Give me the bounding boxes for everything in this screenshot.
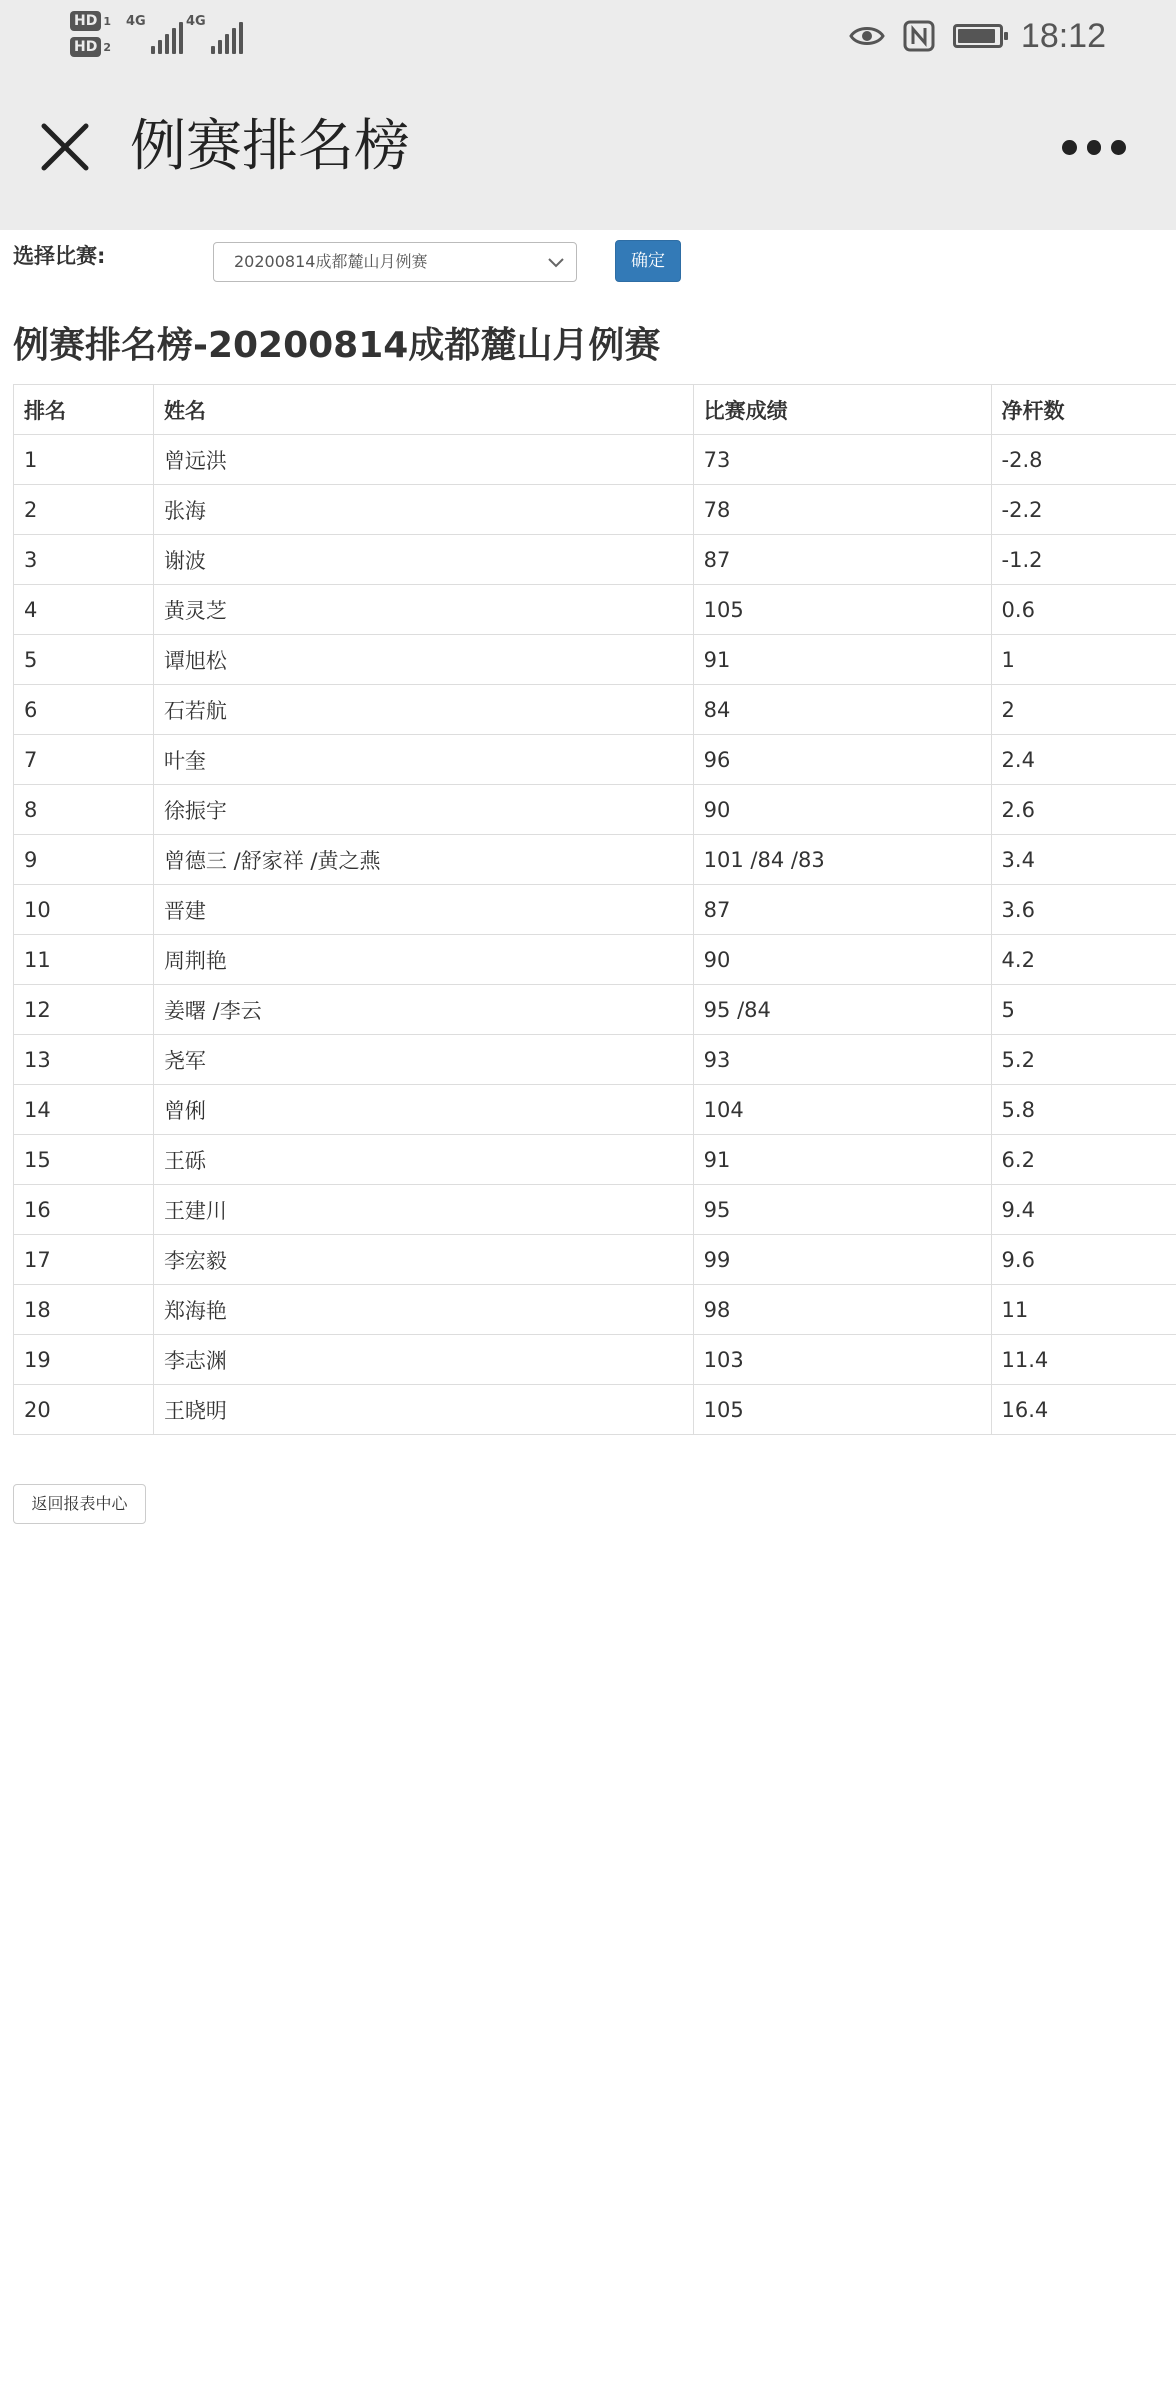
cell-rank: 15 <box>14 1135 154 1185</box>
table-body <box>14 435 1176 1435</box>
cell-rank: 1 <box>14 435 154 485</box>
cell-net: 11.4 <box>991 1335 1176 1385</box>
cell-score: 78 <box>693 485 991 535</box>
cell-net: -2.8 <box>991 435 1176 485</box>
cell-score: 87 <box>693 885 991 935</box>
page-title: 例赛排名榜 <box>130 114 410 179</box>
cell-rank: 19 <box>14 1335 154 1385</box>
cell-net: -1.2 <box>991 535 1176 585</box>
cell-score: 96 <box>693 735 991 785</box>
cell-net: 2.6 <box>991 785 1176 835</box>
cell-score: 105 <box>693 585 991 635</box>
sim1-index: 1 <box>103 14 111 28</box>
header-name: 姓名 <box>153 385 693 435</box>
close-button[interactable] <box>36 118 94 176</box>
table-row <box>14 985 1176 1035</box>
cell-score: 99 <box>693 1235 991 1285</box>
cell-net: 5 <box>991 985 1176 1035</box>
cell-score: 91 <box>693 635 991 685</box>
cell-rank: 8 <box>14 785 154 835</box>
table-row <box>14 935 1176 985</box>
cell-name: 谭旭松 <box>153 635 693 685</box>
cell-net: 5.2 <box>991 1035 1176 1085</box>
cell-score: 84 <box>693 685 991 735</box>
cell-net: 2.4 <box>991 735 1176 785</box>
cell-rank: 17 <box>14 1235 154 1285</box>
table-row <box>14 635 1176 685</box>
cell-name: 曾德三 /舒家祥 /黄之燕 <box>153 835 693 885</box>
cell-score: 93 <box>693 1035 991 1085</box>
cell-name: 曾俐 <box>153 1085 693 1135</box>
cell-score: 73 <box>693 435 991 485</box>
cell-name: 叶奎 <box>153 735 693 785</box>
sim-indicators <box>70 8 120 60</box>
status-bar <box>0 0 1176 72</box>
cell-score: 95 /84 <box>693 985 991 1035</box>
table-row <box>14 885 1176 935</box>
cell-net: 4.2 <box>991 935 1176 985</box>
nfc-icon <box>903 20 935 52</box>
cell-net: 6.2 <box>991 1135 1176 1185</box>
status-icons <box>849 0 1106 72</box>
cell-score: 104 <box>693 1085 991 1135</box>
cell-net: 1 <box>991 635 1176 685</box>
cell-rank: 16 <box>14 1185 154 1235</box>
table-row <box>14 435 1176 485</box>
cell-name: 王晓明 <box>153 1385 693 1435</box>
more-button[interactable] <box>1062 132 1126 162</box>
table-row <box>14 735 1176 785</box>
table-row <box>14 835 1176 885</box>
back-to-report-center-button[interactable]: 返回报表中心 <box>13 1484 146 1524</box>
cell-rank: 7 <box>14 735 154 785</box>
table-row <box>14 1335 1176 1385</box>
cell-rank: 9 <box>14 835 154 885</box>
cell-rank: 2 <box>14 485 154 535</box>
cell-score: 101 /84 /83 <box>693 835 991 885</box>
cell-name: 李宏毅 <box>153 1235 693 1285</box>
cell-score: 103 <box>693 1335 991 1385</box>
more-dot <box>1111 140 1126 155</box>
cell-name: 王建川 <box>153 1185 693 1235</box>
cell-net: 3.4 <box>991 835 1176 885</box>
cell-name: 尧军 <box>153 1035 693 1085</box>
cell-score: 90 <box>693 935 991 985</box>
report-title: 例赛排名榜-20200814成都麓山月例赛 <box>13 325 661 366</box>
chevron-down-icon <box>546 252 566 272</box>
header-score: 比赛成绩 <box>693 385 991 435</box>
cell-name: 李志渊 <box>153 1335 693 1385</box>
table-row <box>14 535 1176 585</box>
eye-icon <box>849 24 885 48</box>
cell-rank: 20 <box>14 1385 154 1435</box>
cell-name: 张海 <box>153 485 693 535</box>
header-rank: 排名 <box>14 385 154 435</box>
cell-rank: 4 <box>14 585 154 635</box>
table-row <box>14 1135 1176 1185</box>
table-row <box>14 1185 1176 1235</box>
hd-badge-2: HD <box>70 37 101 57</box>
cell-rank: 3 <box>14 535 154 585</box>
cell-net: 9.6 <box>991 1235 1176 1285</box>
cell-name: 王砾 <box>153 1135 693 1185</box>
cell-score: 91 <box>693 1135 991 1185</box>
table-header-row <box>14 385 1176 435</box>
cell-name: 石若航 <box>153 685 693 735</box>
signal-strength-icon-2 <box>186 14 243 54</box>
cell-name: 郑海艳 <box>153 1285 693 1335</box>
cell-name: 黄灵芝 <box>153 585 693 635</box>
cell-name: 姜曙 /李云 <box>153 985 693 1035</box>
table-row <box>14 1285 1176 1335</box>
match-select-value: 20200814成都麓山月例赛 <box>234 252 428 271</box>
header-net: 净杆数 <box>991 385 1176 435</box>
title-bar <box>0 72 1176 230</box>
table-row <box>14 1085 1176 1135</box>
cell-score: 98 <box>693 1285 991 1335</box>
cell-rank: 11 <box>14 935 154 985</box>
table-row <box>14 685 1176 735</box>
sim2-index: 2 <box>103 40 111 54</box>
cell-score: 87 <box>693 535 991 585</box>
cell-net: 0.6 <box>991 585 1176 635</box>
cell-net: 16.4 <box>991 1385 1176 1435</box>
cell-net: 3.6 <box>991 885 1176 935</box>
cell-net: -2.2 <box>991 485 1176 535</box>
cell-name: 晋建 <box>153 885 693 935</box>
cell-rank: 18 <box>14 1285 154 1335</box>
cell-name: 谢波 <box>153 535 693 585</box>
cell-score: 95 <box>693 1185 991 1235</box>
cell-name: 周荆艳 <box>153 935 693 985</box>
cell-rank: 12 <box>14 985 154 1035</box>
table-row <box>14 785 1176 835</box>
cell-name: 徐振宇 <box>153 785 693 835</box>
match-select[interactable] <box>213 242 577 282</box>
cell-rank: 13 <box>14 1035 154 1085</box>
cell-rank: 14 <box>14 1085 154 1135</box>
cell-net: 2 <box>991 685 1176 735</box>
cell-score: 90 <box>693 785 991 835</box>
table-row <box>14 585 1176 635</box>
cell-rank: 5 <box>14 635 154 685</box>
table-row <box>14 1035 1176 1085</box>
cell-net: 9.4 <box>991 1185 1176 1235</box>
cell-rank: 10 <box>14 885 154 935</box>
table-row <box>14 485 1176 535</box>
confirm-button[interactable]: 确定 <box>615 240 681 282</box>
signal-strength-icon-1 <box>126 14 183 54</box>
ranking-table <box>13 384 1176 1435</box>
table-row <box>14 1385 1176 1435</box>
cell-rank: 6 <box>14 685 154 735</box>
close-icon <box>36 118 94 176</box>
more-icon <box>1062 140 1077 155</box>
network-type-2: 4G <box>186 14 206 29</box>
network-type-1: 4G <box>126 14 146 29</box>
more-dot <box>1087 140 1102 155</box>
table-row <box>14 1235 1176 1285</box>
cell-net: 11 <box>991 1285 1176 1335</box>
clock: 18:12 <box>1020 16 1106 55</box>
match-select-label: 选择比赛: <box>13 244 106 268</box>
battery-icon <box>953 24 1003 48</box>
cell-name: 曾远洪 <box>153 435 693 485</box>
cell-score: 105 <box>693 1385 991 1435</box>
cell-net: 5.8 <box>991 1085 1176 1135</box>
hd-badge-1: HD <box>70 11 101 31</box>
